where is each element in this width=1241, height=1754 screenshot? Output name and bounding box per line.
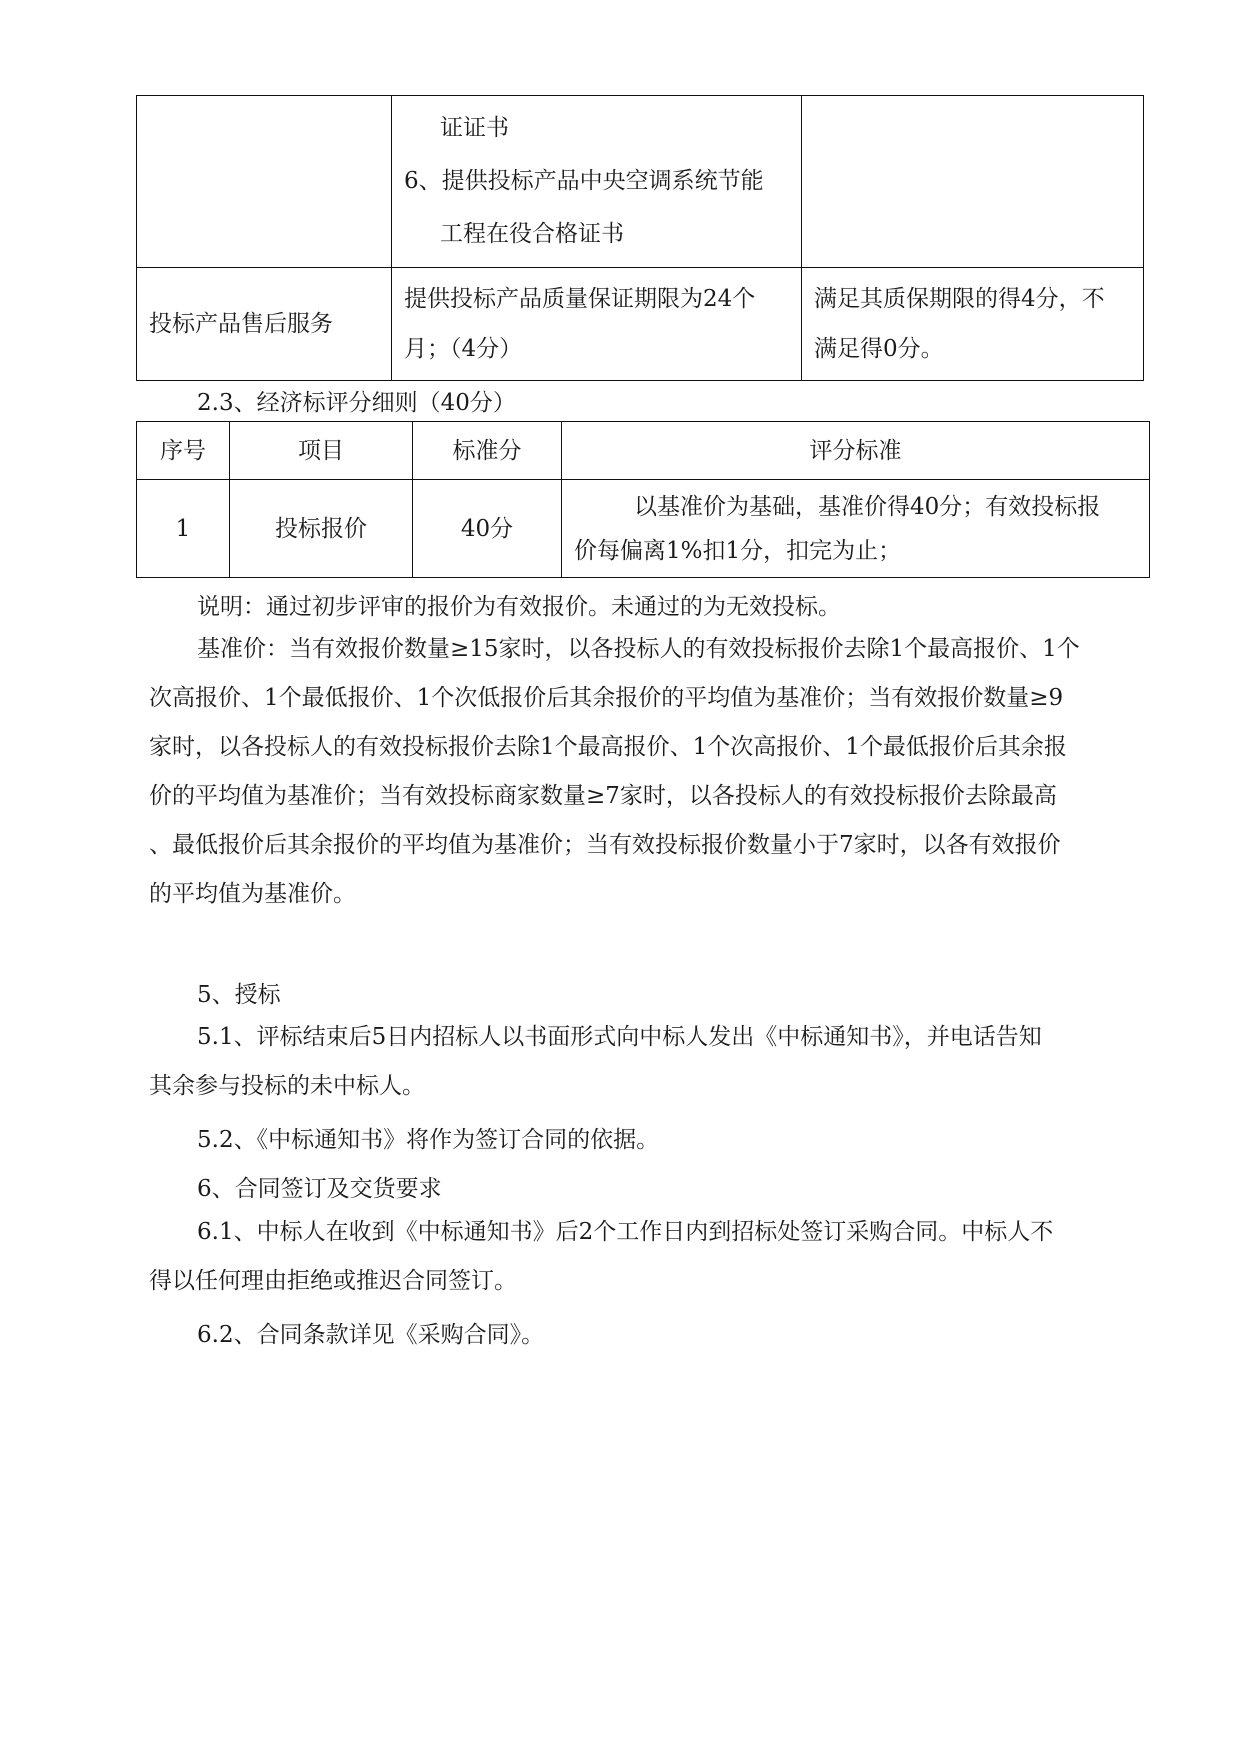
paragraph-line: 次高报价、1个最低报价、1个次低报价后其余报价的平均值为基准价；当有效报价数量≥9 [149,685,1064,711]
table-cell: 投标报价 [230,480,413,578]
cell-text: 满足得0分。 [814,336,944,362]
column-header: 序号 [137,422,230,480]
paragraph-5-2: 5.2、《中标通知书》将作为签订合同的依据。 [197,1127,660,1153]
cell-text: 提供投标产品质量保证期限为24个 [404,286,756,312]
table-cell [392,268,802,381]
table-cell [802,96,1144,268]
note-text: 说明：通过初步评审的报价为有效报价。未通过的为无效投标。 [197,594,841,620]
table-cell: 40分 [413,480,562,578]
table-cell [137,96,392,268]
paragraph-line: 6.1、中标人在收到《中标通知书》后2个工作日内到招标处签订采购合同。中标人不 [197,1219,1054,1245]
cell-text: 月；（4分） [404,336,523,362]
cell-text: 证证书 [440,115,509,141]
table-row [137,96,1144,268]
paragraph-line: 家时，以各投标人的有效投标报价去除1个最高报价、1个次高报价、1个最低报价后其余报 [149,734,1067,760]
cell-text: 满足其质保期限的得4分，不 [814,286,1105,312]
cell-text: 投标产品售后服务 [149,311,333,337]
base-price-paragraph [149,625,1149,919]
cell-text: 以基准价为基础，基准价得40分；有效投标报 [634,493,1101,520]
table-cell [802,268,1144,381]
table-row [137,480,1150,578]
cell-text: 工程在役合格证书 [440,221,624,247]
paragraph-line: 其余参与投标的未中标人。 [149,1073,425,1099]
cell-text: 6、提供投标产品中央空调系统节能 [404,168,764,194]
table-cell [392,96,802,268]
paragraph-6-1 [149,1208,1149,1306]
section-heading: 6、合同签订及交货要求 [197,1176,442,1202]
paragraph-line: 基准价：当有效报价数量≥15家时，以各投标人的有效投标报价去除1个最高报价、1个 [197,636,1080,662]
section-heading: 5、授标 [197,982,281,1008]
table-row [137,268,1144,381]
paragraph-line: 5.1、评标结束后5日内招标人以书面形式向中标人发出《中标通知书》，并电话告知 [197,1024,1042,1050]
cell-text: 价每偏离1%扣1分，扣完为止； [574,537,902,564]
column-header: 标准分 [413,422,562,480]
scoring-table-economic [136,421,1150,578]
paragraph-line: 、最低报价后其余报价的平均值为基准价；当有效投标报价数量小于7家时，以各有效报价 [149,832,1061,858]
table-header-row [137,422,1150,480]
paragraph-line: 的平均值为基准价。 [149,881,356,907]
table-cell [562,480,1150,578]
paragraph-line: 得以任何理由拒绝或推迟合同签订。 [149,1268,517,1294]
scoring-table-technical [136,95,1144,381]
paragraph-line: 价的平均值为基准价；当有效投标商家数量≥7家时，以各投标人的有效投标报价去除最高 [149,783,1057,809]
paragraph-5-1 [149,1013,1149,1111]
table-cell [137,268,392,381]
table-cell: 1 [137,480,230,578]
column-header: 项目 [230,422,413,480]
column-header: 评分标准 [562,422,1150,480]
paragraph-6-2: 6.2、合同条款详见《采购合同》。 [197,1322,545,1348]
section-heading: 2.3、经济标评分细则（40分） [197,390,516,416]
